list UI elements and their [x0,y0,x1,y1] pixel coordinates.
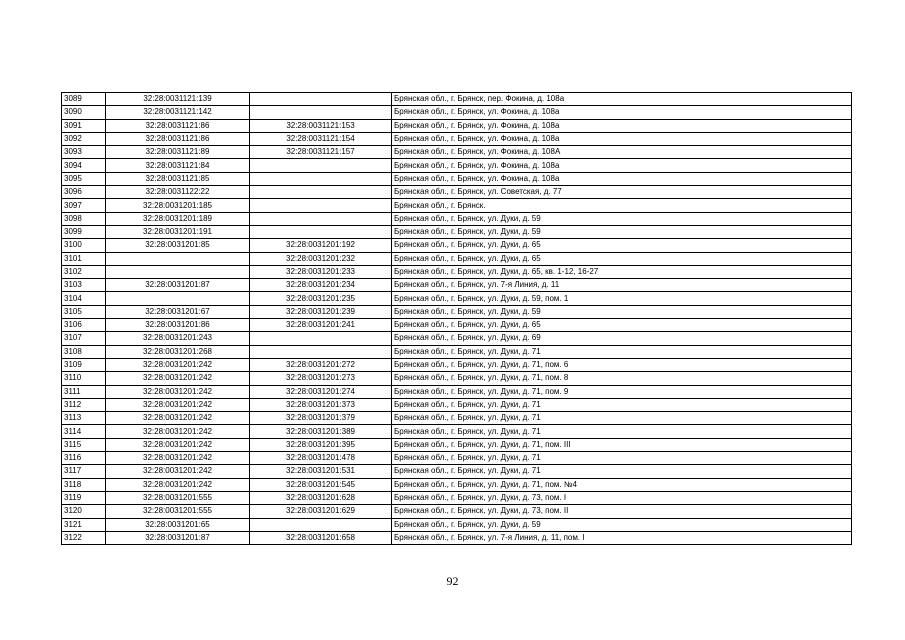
table-row [62,305,852,318]
table-row [62,531,852,544]
table-row [62,425,852,438]
row-number-cell: 3110 [62,372,106,385]
cadastral-number-cell: 32:28:0031201:242 [106,425,250,438]
address-cell: Брянская обл., г. Брянск, ул. Дуки, д. 71, пом. 6 [392,358,852,371]
cadastral-number-cell: 32:28:0031201:191 [106,225,250,238]
cadastral-number-cell: 32:28:0031201:242 [106,452,250,465]
row-number-cell: 3112 [62,398,106,411]
row-number-cell: 3105 [62,305,106,318]
address-cell: Брянская обл., г. Брянск, ул. Дуки, д. 59, пом. 1 [392,292,852,305]
table-row [62,106,852,119]
row-number-cell: 3116 [62,452,106,465]
related-cadastral-number-cell [250,212,392,225]
address-cell: Брянская обл., г. Брянск, ул. Дуки, д. 71 [392,452,852,465]
cadastral-number-cell: 32:28:0031201:87 [106,279,250,292]
cadastral-number-cell: 32:28:0031201:86 [106,319,250,332]
table-row [62,93,852,106]
related-cadastral-number-cell [250,106,392,119]
cadastral-number-cell: 32:28:0031201:242 [106,465,250,478]
related-cadastral-number-cell: 32:28:0031201:235 [250,292,392,305]
row-number-cell: 3103 [62,279,106,292]
table-row [62,491,852,504]
related-cadastral-number-cell: 32:28:0031201:373 [250,398,392,411]
related-cadastral-number-cell [250,332,392,345]
row-number-cell: 3107 [62,332,106,345]
address-cell: Брянская обл., г. Брянск, ул. 7-я Линия, д. 11, пом. I [392,531,852,544]
cadastral-number-cell: 32:28:0031201:242 [106,372,250,385]
address-cell: Брянская обл., г. Брянск, ул. Дуки, д. 71, пом. 8 [392,372,852,385]
related-cadastral-number-cell: 32:28:0031201:545 [250,478,392,491]
table-row [62,292,852,305]
row-number-cell: 3089 [62,93,106,106]
address-cell: Брянская обл., г. Брянск, ул. Дуки, д. 71 [392,398,852,411]
cadastral-number-cell: 32:28:0031201:189 [106,212,250,225]
table-row [62,199,852,212]
row-number-cell: 3119 [62,491,106,504]
address-cell: Брянская обл., г. Брянск, ул. Дуки, д. 69 [392,332,852,345]
row-number-cell: 3099 [62,225,106,238]
table-row [62,119,852,132]
table-row [62,465,852,478]
registry-table [61,92,852,545]
address-cell: Брянская обл., г. Брянск, ул. Дуки, д. 59 [392,518,852,531]
row-number-cell: 3093 [62,146,106,159]
cadastral-number-cell: 32:28:0031201:268 [106,345,250,358]
table-row [62,159,852,172]
related-cadastral-number-cell: 32:28:0031201:233 [250,265,392,278]
address-cell: Брянская обл., г. Брянск, ул. Дуки, д. 71 [392,345,852,358]
page-number: 92 [446,574,459,588]
row-number-cell: 3090 [62,106,106,119]
row-number-cell: 3102 [62,265,106,278]
table-row [62,478,852,491]
row-number-cell: 3092 [62,132,106,145]
table-row [62,372,852,385]
related-cadastral-number-cell: 32:28:0031201:232 [250,252,392,265]
row-number-cell: 3098 [62,212,106,225]
row-number-cell: 3101 [62,252,106,265]
cadastral-number-cell: 32:28:0031121:86 [106,132,250,145]
related-cadastral-number-cell [250,345,392,358]
related-cadastral-number-cell: 32:28:0031121:157 [250,146,392,159]
address-cell: Брянская обл., г. Брянск, ул. Дуки, д. 59 [392,212,852,225]
row-number-cell: 3121 [62,518,106,531]
table-row [62,319,852,332]
table-row [62,452,852,465]
related-cadastral-number-cell: 32:28:0031201:192 [250,239,392,252]
address-cell: Брянская обл., г. Брянск, ул. Фокина, д. 108а [392,119,852,132]
table-row [62,279,852,292]
related-cadastral-number-cell: 32:28:0031201:379 [250,412,392,425]
table-row [62,505,852,518]
row-number-cell: 3117 [62,465,106,478]
table-row [62,239,852,252]
row-number-cell: 3100 [62,239,106,252]
related-cadastral-number-cell: 32:28:0031201:241 [250,319,392,332]
row-number-cell: 3111 [62,385,106,398]
cadastral-number-cell: 32:28:0031201:85 [106,239,250,252]
cadastral-number-cell: 32:28:0031201:65 [106,518,250,531]
related-cadastral-number-cell: 32:28:0031201:273 [250,372,392,385]
cadastral-number-cell: 32:28:0031201:242 [106,478,250,491]
cadastral-number-cell [106,292,250,305]
address-cell: Брянская обл., г. Брянск, ул. Советская, д. 77 [392,186,852,199]
row-number-cell: 3115 [62,438,106,451]
row-number-cell: 3108 [62,345,106,358]
row-number-cell: 3114 [62,425,106,438]
cadastral-number-cell: 32:28:0031201:242 [106,358,250,371]
cadastral-number-cell: 32:28:0031121:86 [106,119,250,132]
cadastral-number-cell: 32:28:0031201:87 [106,531,250,544]
related-cadastral-number-cell [250,93,392,106]
row-number-cell: 3106 [62,319,106,332]
address-cell: Брянская обл., г. Брянск, ул. Фокина, д. 108а [392,159,852,172]
table-row [62,172,852,185]
table-row [62,146,852,159]
address-cell: Брянская обл., г. Брянск, ул. Дуки, д. 71, пом. 9 [392,385,852,398]
cadastral-number-cell [106,265,250,278]
cadastral-number-cell: 32:28:0031121:139 [106,93,250,106]
address-cell: Брянская обл., г. Брянск, пер. Фокина, д. 108а [392,93,852,106]
address-cell: Брянская обл., г. Брянск, ул. Дуки, д. 71 [392,465,852,478]
table-row [62,186,852,199]
address-cell: Брянская обл., г. Брянск, ул. Дуки, д. 65 [392,319,852,332]
cadastral-number-cell: 32:28:0031121:89 [106,146,250,159]
related-cadastral-number-cell [250,518,392,531]
row-number-cell: 3091 [62,119,106,132]
row-number-cell: 3096 [62,186,106,199]
cadastral-number-cell: 32:28:0031201:185 [106,199,250,212]
address-cell: Брянская обл., г. Брянск, ул. Фокина, д. 108а [392,106,852,119]
address-cell: Брянская обл., г. Брянск, ул. Дуки, д. 65, кв. 1-12, 16-27 [392,265,852,278]
table-row [62,385,852,398]
cadastral-number-cell: 32:28:0031121:85 [106,172,250,185]
related-cadastral-number-cell: 32:28:0031201:274 [250,385,392,398]
address-cell: Брянская обл., г. Брянск. [392,199,852,212]
table-row [62,438,852,451]
related-cadastral-number-cell: 32:28:0031201:234 [250,279,392,292]
related-cadastral-number-cell [250,159,392,172]
address-cell: Брянская обл., г. Брянск, ул. Дуки, д. 71 [392,425,852,438]
row-number-cell: 3120 [62,505,106,518]
row-number-cell: 3118 [62,478,106,491]
related-cadastral-number-cell [250,199,392,212]
address-cell: Брянская обл., г. Брянск, ул. Дуки, д. 71, пом. №4 [392,478,852,491]
row-number-cell: 3122 [62,531,106,544]
row-number-cell: 3094 [62,159,106,172]
related-cadastral-number-cell: 32:28:0031201:478 [250,452,392,465]
related-cadastral-number-cell [250,172,392,185]
table-row [62,518,852,531]
table-row [62,412,852,425]
address-cell: Брянская обл., г. Брянск, ул. Дуки, д. 65 [392,239,852,252]
related-cadastral-number-cell [250,186,392,199]
row-number-cell: 3097 [62,199,106,212]
cadastral-number-cell: 32:28:0031121:142 [106,106,250,119]
cadastral-number-cell: 32:28:0031201:67 [106,305,250,318]
cadastral-number-cell: 32:28:0031201:243 [106,332,250,345]
related-cadastral-number-cell: 32:28:0031121:153 [250,119,392,132]
row-number-cell: 3113 [62,412,106,425]
related-cadastral-number-cell: 32:28:0031201:658 [250,531,392,544]
row-number-cell: 3104 [62,292,106,305]
related-cadastral-number-cell: 32:28:0031201:629 [250,505,392,518]
row-number-cell: 3109 [62,358,106,371]
related-cadastral-number-cell: 32:28:0031201:272 [250,358,392,371]
address-cell: Брянская обл., г. Брянск, ул. Дуки, д. 73, пом. I [392,491,852,504]
related-cadastral-number-cell: 32:28:0031201:389 [250,425,392,438]
table-row [62,225,852,238]
cadastral-number-cell: 32:28:0031122:22 [106,186,250,199]
address-cell: Брянская обл., г. Брянск, ул. Дуки, д. 71, пом. III [392,438,852,451]
address-cell: Брянская обл., г. Брянск, ул. Фокина, д. 108А [392,146,852,159]
address-cell: Брянская обл., г. Брянск, ул. Дуки, д. 59 [392,305,852,318]
related-cadastral-number-cell [250,225,392,238]
table-row [62,345,852,358]
cadastral-number-cell: 32:28:0031201:242 [106,438,250,451]
cadastral-number-cell: 32:28:0031201:555 [106,505,250,518]
cadastral-number-cell: 32:28:0031201:242 [106,385,250,398]
address-cell: Брянская обл., г. Брянск, ул. Фокина, д. 108а [392,132,852,145]
address-cell: Брянская обл., г. Брянск, ул. Дуки, д. 71 [392,412,852,425]
cadastral-number-cell: 32:28:0031121:84 [106,159,250,172]
address-cell: Брянская обл., г. Брянск, ул. Фокина, д. 108а [392,172,852,185]
related-cadastral-number-cell: 32:28:0031201:395 [250,438,392,451]
cadastral-number-cell [106,252,250,265]
table-row [62,332,852,345]
address-cell: Брянская обл., г. Брянск, ул. Дуки, д. 65 [392,252,852,265]
related-cadastral-number-cell: 32:28:0031201:531 [250,465,392,478]
cadastral-number-cell: 32:28:0031201:242 [106,412,250,425]
address-cell: Брянская обл., г. Брянск, ул. Дуки, д. 59 [392,225,852,238]
cadastral-number-cell: 32:28:0031201:242 [106,398,250,411]
address-cell: Брянская обл., г. Брянск, ул. 7-я Линия, д. 11 [392,279,852,292]
address-cell: Брянская обл., г. Брянск, ул. Дуки, д. 73, пом. II [392,505,852,518]
table-row [62,252,852,265]
related-cadastral-number-cell: 32:28:0031201:628 [250,491,392,504]
table-row [62,398,852,411]
table-row [62,265,852,278]
related-cadastral-number-cell: 32:28:0031121:154 [250,132,392,145]
table-row [62,358,852,371]
registry-table-body [62,93,852,545]
cadastral-number-cell: 32:28:0031201:555 [106,491,250,504]
row-number-cell: 3095 [62,172,106,185]
related-cadastral-number-cell: 32:28:0031201:239 [250,305,392,318]
table-row [62,212,852,225]
table-row [62,132,852,145]
